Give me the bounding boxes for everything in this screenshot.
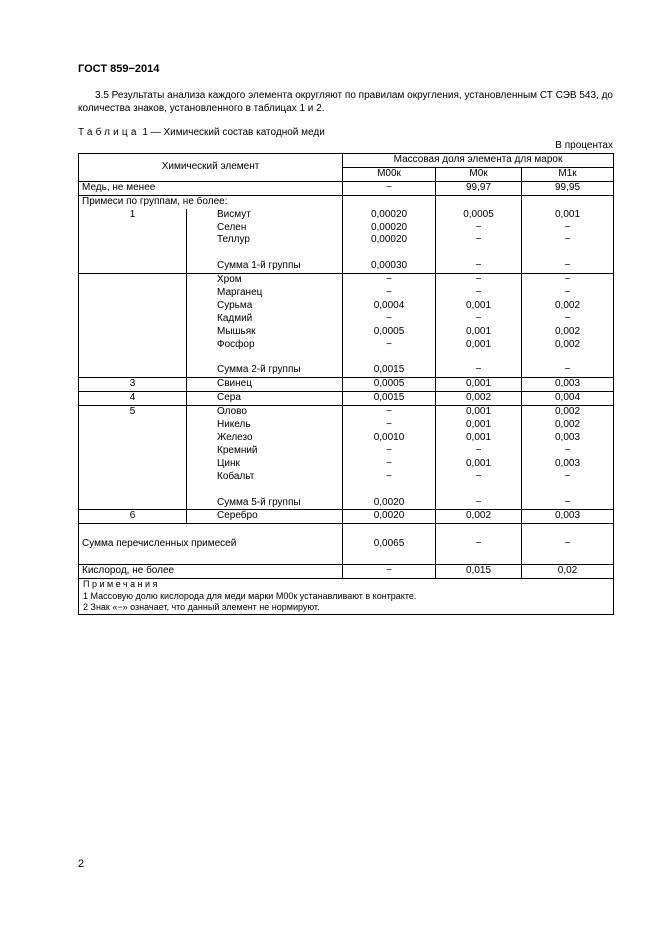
value-cell: − — [522, 524, 614, 565]
value-cell: 0,002 — [522, 339, 614, 352]
value-cell: 0,0004 — [343, 300, 436, 313]
group-number: 3 — [79, 378, 187, 392]
value-cell — [436, 247, 522, 260]
value-cell: 0,00020 — [343, 234, 436, 247]
value-cell: 0,0010 — [343, 432, 436, 445]
element-name: Сера — [187, 392, 343, 406]
value-cell: 0,001 — [436, 300, 522, 313]
value-cell: 0,00020 — [343, 222, 436, 235]
value-cell — [436, 484, 522, 497]
value-cell: − — [343, 274, 436, 287]
table-row — [79, 565, 614, 579]
group-number: 6 — [79, 510, 187, 524]
value-cell: 0,003 — [522, 510, 614, 524]
value-cell: 0,001 — [522, 209, 614, 222]
table-row — [79, 274, 614, 287]
value-cell: 0,02 — [522, 565, 614, 579]
value-cell: − — [343, 565, 436, 579]
value-cell: − — [343, 287, 436, 300]
value-cell — [522, 484, 614, 497]
value-cell: − — [436, 274, 522, 287]
value-cell: 0,0020 — [343, 510, 436, 524]
impurities-label: Примеси по группам, не более: — [79, 195, 343, 208]
value-cell: 0,015 — [436, 565, 522, 579]
value-cell: − — [343, 471, 436, 484]
group-number: 5 — [79, 406, 187, 510]
value-cell: − — [343, 458, 436, 471]
group-number — [79, 274, 187, 378]
unit-label: В процентах — [555, 140, 613, 151]
value-cell — [522, 352, 614, 365]
value-cell: − — [343, 419, 436, 432]
value-cell: 0,0065 — [343, 524, 436, 565]
header-grade: М0к — [436, 167, 522, 181]
value-cell: 0,0005 — [343, 326, 436, 339]
value-cell — [343, 484, 436, 497]
value-cell: 0,001 — [436, 432, 522, 445]
value-cell: − — [436, 260, 522, 273]
oxygen-label: Кислород, не более — [79, 565, 343, 579]
header-element: Химический элемент — [79, 154, 343, 182]
value-cell: − — [522, 445, 614, 458]
value-cell: − — [522, 497, 614, 510]
value-cell: − — [522, 222, 614, 235]
element-name: Мышьяк — [187, 326, 343, 339]
value-cell: 0,004 — [522, 392, 614, 406]
copper-value: 99,97 — [436, 181, 522, 195]
value-cell: 0,0015 — [343, 392, 436, 406]
value-cell: − — [436, 287, 522, 300]
value-cell: 0,003 — [522, 432, 614, 445]
value-cell: − — [436, 234, 522, 247]
value-cell: − — [522, 364, 614, 377]
value-cell: − — [436, 497, 522, 510]
paragraph-3-5: 3.5 Результаты анализа каждого элемента округляют по правилам округления, установленным СТ СЭВ 543, до количества знаков, установленного в таблицах 1 и 2. — [78, 90, 613, 114]
value-cell: 0,00020 — [343, 209, 436, 222]
value-cell — [522, 247, 614, 260]
value-cell — [436, 352, 522, 365]
value-cell: 0,0005 — [343, 378, 436, 392]
value-cell: 0,002 — [522, 326, 614, 339]
value-cell: − — [343, 313, 436, 326]
value-cell: − — [343, 406, 436, 419]
value-cell: − — [522, 260, 614, 273]
element-name: Марганец — [187, 287, 343, 300]
group-number: 4 — [79, 392, 187, 406]
table-body — [79, 154, 614, 615]
element-name: Кадмий — [187, 313, 343, 326]
element-name: Сумма 5-й группы — [187, 497, 343, 510]
copper-value: − — [343, 181, 436, 195]
value-cell: 0,0015 — [343, 364, 436, 377]
notes-row — [79, 579, 614, 615]
value-cell: − — [436, 524, 522, 565]
value-cell: − — [436, 313, 522, 326]
copper-value: 99,95 — [522, 181, 614, 195]
element-name: Свинец — [187, 378, 343, 392]
note-item: 2 Знак «−» означает, что данный элемент не нормируют. — [83, 602, 320, 613]
value-cell: 0,001 — [436, 326, 522, 339]
value-cell: 0,0020 — [343, 497, 436, 510]
notes-title: Примечания — [83, 579, 160, 590]
standard-header: ГОСТ 859−2014 — [78, 63, 160, 75]
table-row — [79, 524, 614, 565]
value-cell — [343, 352, 436, 365]
chemical-composition-table — [78, 153, 614, 615]
element-name: Хром — [187, 274, 343, 287]
value-cell: − — [436, 471, 522, 484]
value-cell — [343, 247, 436, 260]
value-cell: − — [343, 339, 436, 352]
element-name: Висмут — [187, 209, 343, 222]
element-name: Сурьма — [187, 300, 343, 313]
value-cell: 0,001 — [436, 378, 522, 392]
element-name — [187, 352, 343, 365]
value-cell: − — [343, 445, 436, 458]
table-caption — [78, 127, 325, 138]
value-cell: − — [522, 313, 614, 326]
value-cell: − — [436, 222, 522, 235]
value-cell: 0,001 — [436, 419, 522, 432]
element-name: Теллур — [187, 234, 343, 247]
element-name — [187, 484, 343, 497]
value-cell: 0,003 — [522, 458, 614, 471]
caption-title: — Химический состав катодной меди — [150, 127, 325, 138]
value-cell: 0,003 — [522, 378, 614, 392]
element-name: Железо — [187, 432, 343, 445]
value-cell: 0,002 — [522, 406, 614, 419]
value-cell: 0,0005 — [436, 209, 522, 222]
header-mass-fraction: Массовая доля элемента для марок — [343, 154, 614, 168]
value-cell: 0,002 — [522, 419, 614, 432]
value-cell: − — [522, 274, 614, 287]
element-name — [187, 247, 343, 260]
element-name: Кремний — [187, 445, 343, 458]
sum-total-label: Сумма перечисленных примесей — [79, 524, 343, 565]
table-row — [79, 406, 614, 419]
notes-cell — [79, 579, 614, 615]
caption-label: Таблица — [78, 127, 140, 138]
element-name: Серебро — [187, 510, 343, 524]
value-cell: − — [522, 287, 614, 300]
element-name: Фосфор — [187, 339, 343, 352]
table-row — [79, 392, 614, 406]
note-item: 1 Массовую долю кислорода для меди марки М00к устанавливают в контракте. — [83, 590, 417, 601]
value-cell: 0,00030 — [343, 260, 436, 273]
table-row — [79, 378, 614, 392]
value-cell: 0,001 — [436, 339, 522, 352]
element-name: Никель — [187, 419, 343, 432]
element-name: Цинк — [187, 458, 343, 471]
element-name: Олово — [187, 406, 343, 419]
page-number: 2 — [78, 858, 85, 870]
table-row — [79, 510, 614, 524]
value-cell: − — [522, 234, 614, 247]
value-cell: 0,001 — [436, 406, 522, 419]
element-name: Селен — [187, 222, 343, 235]
value-cell: 0,002 — [522, 300, 614, 313]
copper-label: Медь, не менее — [79, 181, 343, 195]
element-name: Сумма 2-й группы — [187, 364, 343, 377]
group-number: 1 — [79, 209, 187, 274]
value-cell: − — [436, 364, 522, 377]
value-cell: − — [522, 471, 614, 484]
element-name: Сумма 1-й группы — [187, 260, 343, 273]
value-cell: 0,001 — [436, 458, 522, 471]
element-name: Кобальт — [187, 471, 343, 484]
value-cell: − — [436, 445, 522, 458]
value-cell: 0,002 — [436, 510, 522, 524]
header-grade: М1к — [522, 167, 614, 181]
caption-number: 1 — [142, 127, 148, 138]
table-row — [79, 209, 614, 222]
header-grade: М00к — [343, 167, 436, 181]
value-cell: 0,002 — [436, 392, 522, 406]
